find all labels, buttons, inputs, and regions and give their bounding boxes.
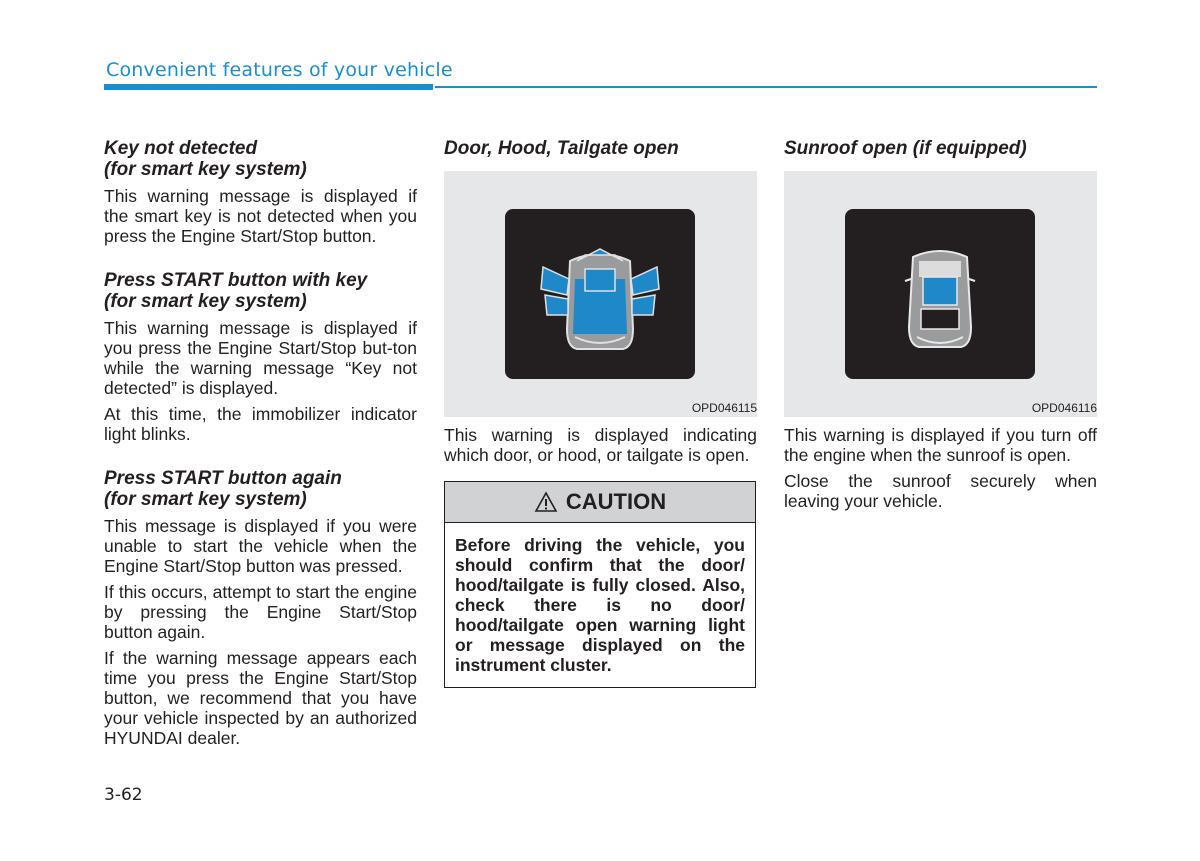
caution-header xyxy=(445,482,755,523)
heading-line: Press START button again xyxy=(104,468,342,489)
section-heading xyxy=(104,270,417,312)
right-column xyxy=(784,138,1097,517)
header-bar xyxy=(104,84,433,90)
paragraph: This warning is displayed indicating which door, or hood, or tailgate is open. xyxy=(444,425,757,465)
section-key-not-detected xyxy=(104,138,417,246)
heading-line: (for smart key system) xyxy=(104,291,307,312)
figure-code: OPD046115 xyxy=(691,401,757,415)
cluster-display xyxy=(505,209,695,379)
car-doors-open-icon xyxy=(505,209,695,379)
section-heading: Sunroof open (if equipped) xyxy=(784,138,1027,159)
sunroof-open-figure xyxy=(784,171,1097,417)
heading-line: (for smart key system) xyxy=(104,489,307,510)
paragraph: This warning message is displayed if you press the Engine Start/Stop but-ton while the warning message “Key not detected” is displayed. xyxy=(104,318,417,398)
door-open-figure xyxy=(444,171,757,417)
paragraph: Close the sunroof securely when leaving your vehicle. xyxy=(784,471,1097,511)
figure-code: OPD046116 xyxy=(1031,401,1097,415)
page-number: 3-62 xyxy=(104,785,143,805)
paragraph: At this time, the immobilizer indicator light blinks. xyxy=(104,404,417,444)
left-column xyxy=(104,138,417,754)
section-heading xyxy=(104,138,417,180)
header-rule xyxy=(435,86,1097,88)
caution-title: CAUTION xyxy=(565,489,667,514)
heading-line: Press START button with key xyxy=(104,270,368,291)
paragraph: This message is displayed if you were unable to start the vehicle when the Engine Start/Stop button was pressed. xyxy=(104,516,417,576)
section-heading xyxy=(104,468,417,510)
paragraph: If the warning message appears each time you press the Engine Start/Stop button, we recommend that you have your vehicle inspected by an authorized HYUNDAI dealer. xyxy=(104,648,417,748)
section-press-start-again xyxy=(104,468,417,748)
middle-column xyxy=(444,138,757,688)
cluster-display xyxy=(845,209,1035,379)
section-press-start-with-key xyxy=(104,270,417,444)
paragraph: If this occurs, attempt to start the engine by pressing the Engine Start/Stop button again. xyxy=(104,582,417,642)
warning-triangle-icon xyxy=(534,491,558,513)
header-title: Convenient features of your vehicle xyxy=(106,59,453,81)
paragraph: This warning is displayed if you turn off the engine when the sunroof is open. xyxy=(784,425,1097,465)
car-sunroof-open-icon xyxy=(845,209,1035,379)
caution-body: Before driving the vehicle, you should confirm that the door/ hood/tailgate is fully closed. Also, check there is no door/ hood/tailgate open warning light or message displayed on the instrument cluster. xyxy=(455,535,745,675)
heading-line: (for smart key system) xyxy=(104,159,307,180)
section-heading: Door, Hood, Tailgate open xyxy=(444,138,679,159)
heading-line: Key not detected xyxy=(104,138,258,159)
caution-box xyxy=(444,481,756,688)
paragraph: This warning message is displayed if the smart key is not detected when you press the Engine Start/Stop button. xyxy=(104,186,417,246)
